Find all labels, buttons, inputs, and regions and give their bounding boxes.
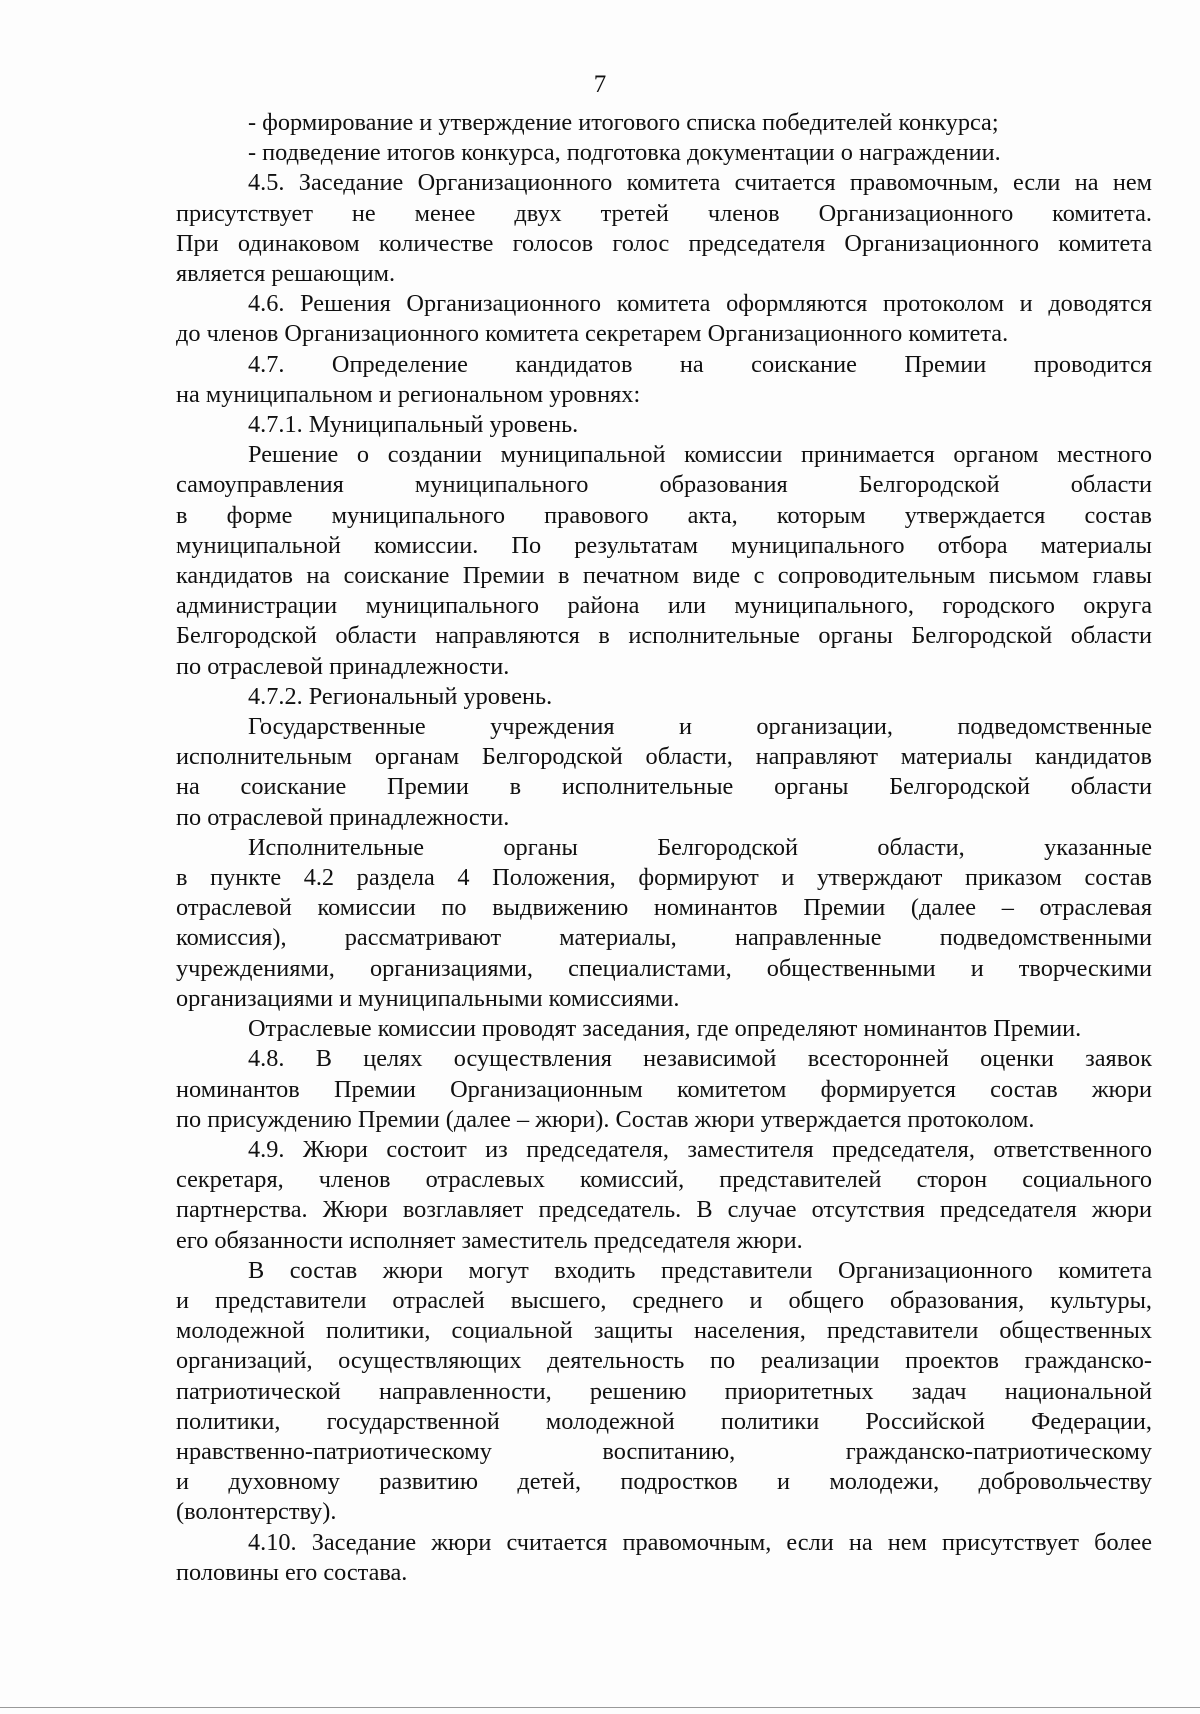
paragraph-p14 <box>176 1256 1152 1528</box>
text-line: в пункте 4.2 раздела 4 Положения, формируют и утверждают приказом состав <box>176 864 1152 892</box>
paragraph-p4 <box>176 289 1152 349</box>
text-line: в форме муниципального правового акта, которым утверждается состав <box>176 501 1152 529</box>
paragraph-p6 <box>176 410 1152 440</box>
paragraph-p8 <box>176 682 1152 712</box>
text-line: 4.7.1. Муниципальный уровень. <box>248 411 579 439</box>
paragraph-p11 <box>176 1014 1152 1044</box>
text-line: (волонтерству). <box>176 1498 337 1526</box>
paragraph-p13 <box>176 1135 1152 1256</box>
text-line: кандидатов на соискание Премии в печатном виде с сопроводительным письмом главы <box>176 562 1152 590</box>
text-line: является решающим. <box>176 260 396 288</box>
text-line: и духовному развитию детей, подростков и молодежи, добровольчеству <box>176 1468 1152 1496</box>
text-line: организаций, осуществляющих деятельность по реализации проектов гражданско- <box>176 1347 1152 1375</box>
text-line: Отраслевые комиссии проводят заседания, где определяют номинантов Премии. <box>248 1015 1082 1043</box>
paragraph-p12 <box>176 1044 1152 1135</box>
page-edge-line <box>0 1707 1200 1708</box>
text-line: администрации муниципального района или муниципального, городского округа <box>176 592 1152 620</box>
text-line: по отраслевой принадлежности. <box>176 803 510 831</box>
text-line: учреждениями, организациями, специалистами, общественными и творческими <box>176 954 1152 982</box>
text-line: отраслевой комиссии по выдвижению номинантов Премии (далее – отраслевая <box>176 894 1152 922</box>
text-line: нравственно-патриотическому воспитанию, гражданско-патриотическому <box>176 1437 1152 1465</box>
text-line: комиссия), рассматривают материалы, направленные подведомственными <box>176 924 1152 952</box>
text-line: В состав жюри могут входить представители Организационного комитета <box>248 1256 1152 1284</box>
text-line: Белгородской области направляются в исполнительные органы Белгородской области <box>176 622 1152 650</box>
text-line: политики, государственной молодежной политики Российской Федерации, <box>176 1407 1152 1435</box>
text-line: половины его состава. <box>176 1558 408 1586</box>
text-line: партнерства. Жюри возглавляет председатель. В случае отсутствия председателя жюри <box>176 1196 1152 1224</box>
paragraph-p1 <box>176 108 1152 138</box>
text-line: муниципальной комиссии. По результатам муниципального отбора материалы <box>176 531 1152 559</box>
text-line: Государственные учреждения и организации, подведомственные <box>248 713 1152 741</box>
paragraph-p2 <box>176 138 1152 168</box>
text-line: присутствует не менее двух третей членов Организационного комитета. <box>176 199 1152 227</box>
paragraph-p5 <box>176 350 1152 410</box>
paragraph-p3 <box>176 168 1152 289</box>
text-line: При одинаковом количестве голосов голос председателя Организационного комитета <box>176 229 1152 257</box>
paragraph-p9 <box>176 712 1152 833</box>
text-line: и представители отраслей высшего, среднего и общего образования, культуры, <box>176 1286 1152 1314</box>
text-line: Решение о создании муниципальной комиссии принимается органом местного <box>248 441 1152 469</box>
text-line: по отраслевой принадлежности. <box>176 652 510 680</box>
document-body <box>176 108 1152 1588</box>
text-line: - формирование и утверждение итогового списка победителей конкурса; <box>248 109 999 136</box>
text-line: по присуждению Премии (далее – жюри). Состав жюри утверждается протоколом. <box>176 1105 1035 1133</box>
text-line: 4.10. Заседание жюри считается правомочным, если на нем присутствует более <box>248 1528 1152 1556</box>
text-line: его обязанности исполняет заместитель председателя жюри. <box>176 1226 803 1254</box>
text-line: 4.9. Жюри состоит из председателя, заместителя председателя, ответственного <box>248 1135 1152 1163</box>
page-number: 7 <box>593 71 607 98</box>
text-line: секретаря, членов отраслевых комиссий, представителей сторон социального <box>176 1166 1152 1194</box>
paragraph-p15 <box>176 1528 1152 1588</box>
text-line: 4.5. Заседание Организационного комитета считается правомочным, если на нем <box>248 169 1152 197</box>
text-line: Исполнительные органы Белгородской области, указанные <box>248 833 1152 861</box>
paragraph-p7 <box>176 440 1152 682</box>
text-line: самоуправления муниципального образования Белгородской области <box>176 471 1152 499</box>
text-line: 4.7.2. Региональный уровень. <box>248 682 553 710</box>
paragraph-p10 <box>176 833 1152 1014</box>
text-line: 4.7. Определение кандидатов на соискание Премии проводится <box>248 350 1152 378</box>
text-line: до членов Организационного комитета секретарем Организационного комитета. <box>176 320 1009 348</box>
text-line: 4.8. В целях осуществления независимой всесторонней оценки заявок <box>248 1045 1152 1073</box>
text-line: на соискание Премии в исполнительные органы Белгородской области <box>176 773 1152 801</box>
text-line: - подведение итогов конкурса, подготовка документации о награждении. <box>248 139 1001 167</box>
text-line: организациями и муниципальными комиссиями. <box>176 984 680 1012</box>
text-line: на муниципальном и региональном уровнях: <box>176 380 641 408</box>
text-line: исполнительным органам Белгородской области, направляют материалы кандидатов <box>176 743 1152 771</box>
text-line: 4.6. Решения Организационного комитета оформляются протоколом и доводятся <box>248 290 1152 318</box>
text-line: патриотической направленности, решению приоритетных задач национальной <box>176 1377 1152 1405</box>
text-line: молодежной политики, социальной защиты населения, представители общественных <box>176 1317 1152 1345</box>
text-line: номинантов Премии Организационным комитетом формируется состав жюри <box>176 1075 1152 1103</box>
